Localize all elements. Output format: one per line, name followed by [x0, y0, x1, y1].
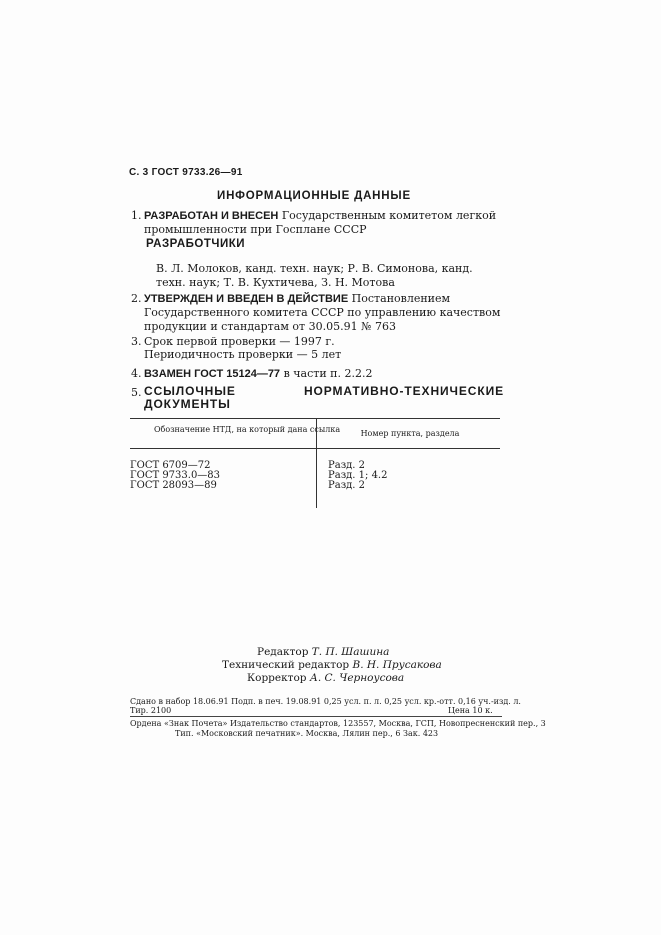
- section-2-lead: УТВЕРЖДЕН И ВВЕДЕН В ДЕЙСТВИЕ: [144, 293, 349, 305]
- section-1-number: 1.: [131, 209, 142, 222]
- section-2-text: [144, 292, 504, 334]
- section-4-body: в части п. 2.2.2: [283, 367, 373, 380]
- reference-table: [130, 418, 500, 508]
- page-header: С. 3 ГОСТ 9733.26—91: [129, 167, 243, 178]
- table-top-rule: [130, 418, 500, 419]
- imprint-print-run: Тир. 2100: [130, 706, 172, 715]
- imprint-publisher: Ордена «Знак Почета» Издательство стандартов, 123557, Москва, ГСП, Новопресненский пер., 3: [130, 719, 546, 728]
- corrector-name: А. С. Черноусова: [309, 672, 405, 684]
- imprint-price: Цена 10 к.: [448, 706, 493, 715]
- section-3-line1: Срок первой проверки — 1997 г.: [144, 335, 335, 348]
- table-row-2-doc: ГОСТ 9733.0—83: [130, 470, 221, 481]
- editor-name: Т. П. Шашина: [311, 646, 390, 658]
- table-row-2-ref: Разд. 1; 4.2: [328, 470, 388, 481]
- table-row-3-ref: Разд. 2: [328, 480, 366, 491]
- section-5-heading: ССЫЛОЧНЫЕ НОРМАТИВНО-ТЕХНИЧЕСКИЕ ДОКУМЕНТЫ: [144, 384, 504, 411]
- table-col2-header: Номер пункта, раздела: [360, 429, 460, 438]
- tech-editor-name: В. Н. Прусакова: [352, 659, 442, 671]
- section-2-body: Постановлением Государственного комитета СССР по управлению качеством продукции и стандартам от 30.05.91 № 763: [144, 292, 501, 333]
- credits-corrector: [247, 671, 404, 685]
- imprint-printer: Тип. «Московский печатник». Москва, Лялин пер., 6 Зак. 423: [175, 729, 439, 738]
- section-4-number: 4.: [131, 367, 142, 380]
- table-row-1-ref: Разд. 2: [328, 460, 366, 471]
- section-3-number: 3.: [131, 335, 142, 348]
- editor-label: Редактор: [257, 646, 309, 658]
- credits-tech-editor: [222, 658, 442, 672]
- tech-editor-label: Технический редактор: [222, 659, 350, 671]
- developers-list: В. Л. Молоков, канд. техн. наук; Р. В. Симонова, канд. техн. наук; Т. В. Кухтичева, З. Н. Мотова: [156, 262, 473, 289]
- corrector-label: Корректор: [247, 672, 307, 684]
- imprint-rule: [130, 716, 502, 717]
- credits-editor: [257, 645, 389, 659]
- section-4-text: [144, 367, 372, 381]
- developers-heading: РАЗРАБОТЧИКИ: [146, 238, 245, 250]
- imprint-line-1: Сдано в набор 18.06.91 Подп. в печ. 19.08.91 0,25 усл. п. л. 0,25 усл. кр.-отт. 0,16 уч.-изд. л.: [130, 697, 521, 706]
- section-5-number: 5.: [131, 386, 142, 399]
- section-1-lead: РАЗРАБОТАН И ВНЕСЕН: [144, 210, 279, 222]
- table-row-1-doc: ГОСТ 6709—72: [130, 460, 211, 471]
- table-row-3-doc: ГОСТ 28093—89: [130, 480, 217, 491]
- section-3-line2: Периодичность проверки — 5 лет: [144, 348, 342, 361]
- page-title: ИНФОРМАЦИОННЫЕ ДАННЫЕ: [217, 190, 411, 202]
- section-1-body: Государственным комитетом легкой промышленности при Госплане СССР: [144, 209, 497, 236]
- section-4-lead: ВЗАМЕН ГОСТ 15124—77: [144, 368, 281, 380]
- section-1-text: [144, 209, 504, 237]
- table-header-rule: [130, 448, 500, 449]
- table-col1-header: Обозначение НТД, на который дана ссылка: [154, 425, 341, 434]
- section-2-number: 2.: [131, 292, 142, 305]
